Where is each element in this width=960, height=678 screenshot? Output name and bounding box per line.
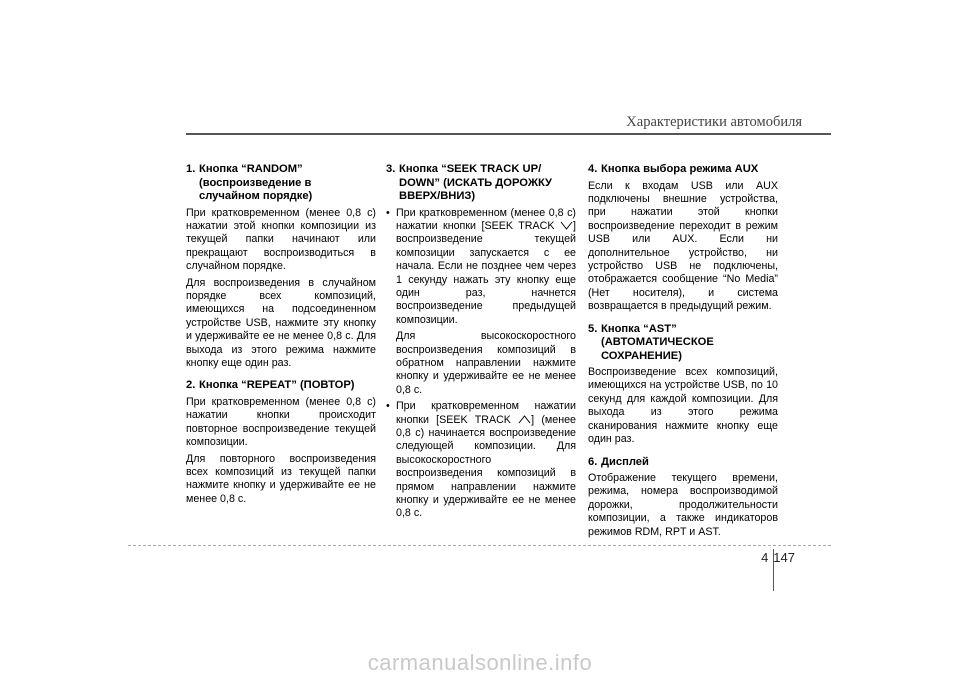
chapter-number: 4 — [761, 550, 769, 565]
chevron-down-icon — [560, 221, 573, 230]
page-number — [761, 550, 795, 565]
seek-bullet-list — [386, 207, 576, 521]
section-ast-text: Воспроизведение всех композиций, имеющихся на устройстве USB, по 10 секунд для каждой композиции. Для выхода из этого режима сканирования нажмите кнопку еще один раз. — [588, 366, 778, 446]
section-aux-heading: 4. Кнопка выбора режима AUX — [588, 163, 759, 175]
section-repeat-text-1: При кратковременном (менее 0,8 с) нажатии кнопки происходит повторное воспроизведение текущей композиции. — [186, 395, 376, 449]
column-3 — [588, 163, 778, 542]
column-2 — [386, 163, 576, 524]
section-repeat-heading: 2. Кнопка “REPEAT” (ПОВТОР) — [186, 379, 355, 392]
seek-bullet-down: • При кратковременном (менее 0,8 с) нажатии кнопки [SEEK TRACK ] воспроизведение текущей композиции запускается с ее начала. Если не позднее чем через 1 секунду нажать эту кнопку еще один раз, начнется воспроизведение предыдущей композиции. Для высокоскоростного воспроизведения композиций в обратном направлении нажмите кнопку и удерживайте ее не менее 0,8 с. — [386, 207, 576, 398]
seek-bullet-up: • При кратковременном нажатии кнопки [SEEK TRACK ] (менее 0,8 с) начинается воспроизведение следующей композиции. Для высокоскоростного воспроизведения композиций в прямом направлении нажмите кнопку и удерживайте ее не менее 0,8 с. — [386, 400, 576, 521]
footer-dashed-rule — [128, 545, 831, 546]
section-random-text-2: Для воспроизведения в случайном порядке всех композиций, имеющихся на подсоединенном устройстве USB, нажмите эту кнопку и удерживайте ее не менее 0,8 с. Для выхода из этого режима нажмите кнопку еще один раз. — [186, 276, 376, 369]
section-seek-heading: 3. Кнопка “SEEK TRACK UP/ DOWN” (ИСКАТЬ ДОРОЖКУ ВВЕРХ/ВНИЗ) — [386, 163, 553, 202]
section-display-heading: 6. Дисплей — [588, 455, 649, 468]
section-random-text-1: При кратковременном (менее 0,8 с) нажатии этой кнопки композиции из текущей папки начинают или прекращают воспроизводиться в случайном порядке. — [186, 206, 376, 273]
section-repeat-text-2: Для повторного воспроизведения всех композиций из текущей папки нажмите кнопку и удерживайте ее не менее 0,8 с. — [186, 452, 376, 505]
section-ast-heading: 5. Кнопка “AST” (АВТОМАТИЧЕСКОЕ СОХРАНЕНИЕ) — [588, 322, 714, 362]
chevron-up-icon — [518, 415, 531, 424]
column-1 — [186, 163, 376, 509]
page-number-value: 147 — [773, 550, 795, 565]
section-random-heading: 1. Кнопка “RANDOM” (воспроизведение в случайном порядке) — [186, 163, 313, 202]
section-display-text: Отображение текущего времени, режима, номера воспроизводимой дорожки, продолжительности композиции, а также индикаторов режимов RDM, RPT и AST. — [588, 472, 778, 538]
page-header: Характеристики автомобиля — [626, 114, 802, 130]
watermark: carmanualsonline.info — [367, 650, 593, 675]
section-aux-text: Если к входам USB или AUX подключены внешние устройства, при нажатии этой кнопки воспроизведение переходит в режим USB или AUX. Если ни дополнительное устройство, ни устройство USB не подключены, отображается сообщение “No Media” (Нет носителя), и система возвращается в предыдущий режим. — [588, 179, 778, 313]
header-rule — [186, 133, 831, 135]
